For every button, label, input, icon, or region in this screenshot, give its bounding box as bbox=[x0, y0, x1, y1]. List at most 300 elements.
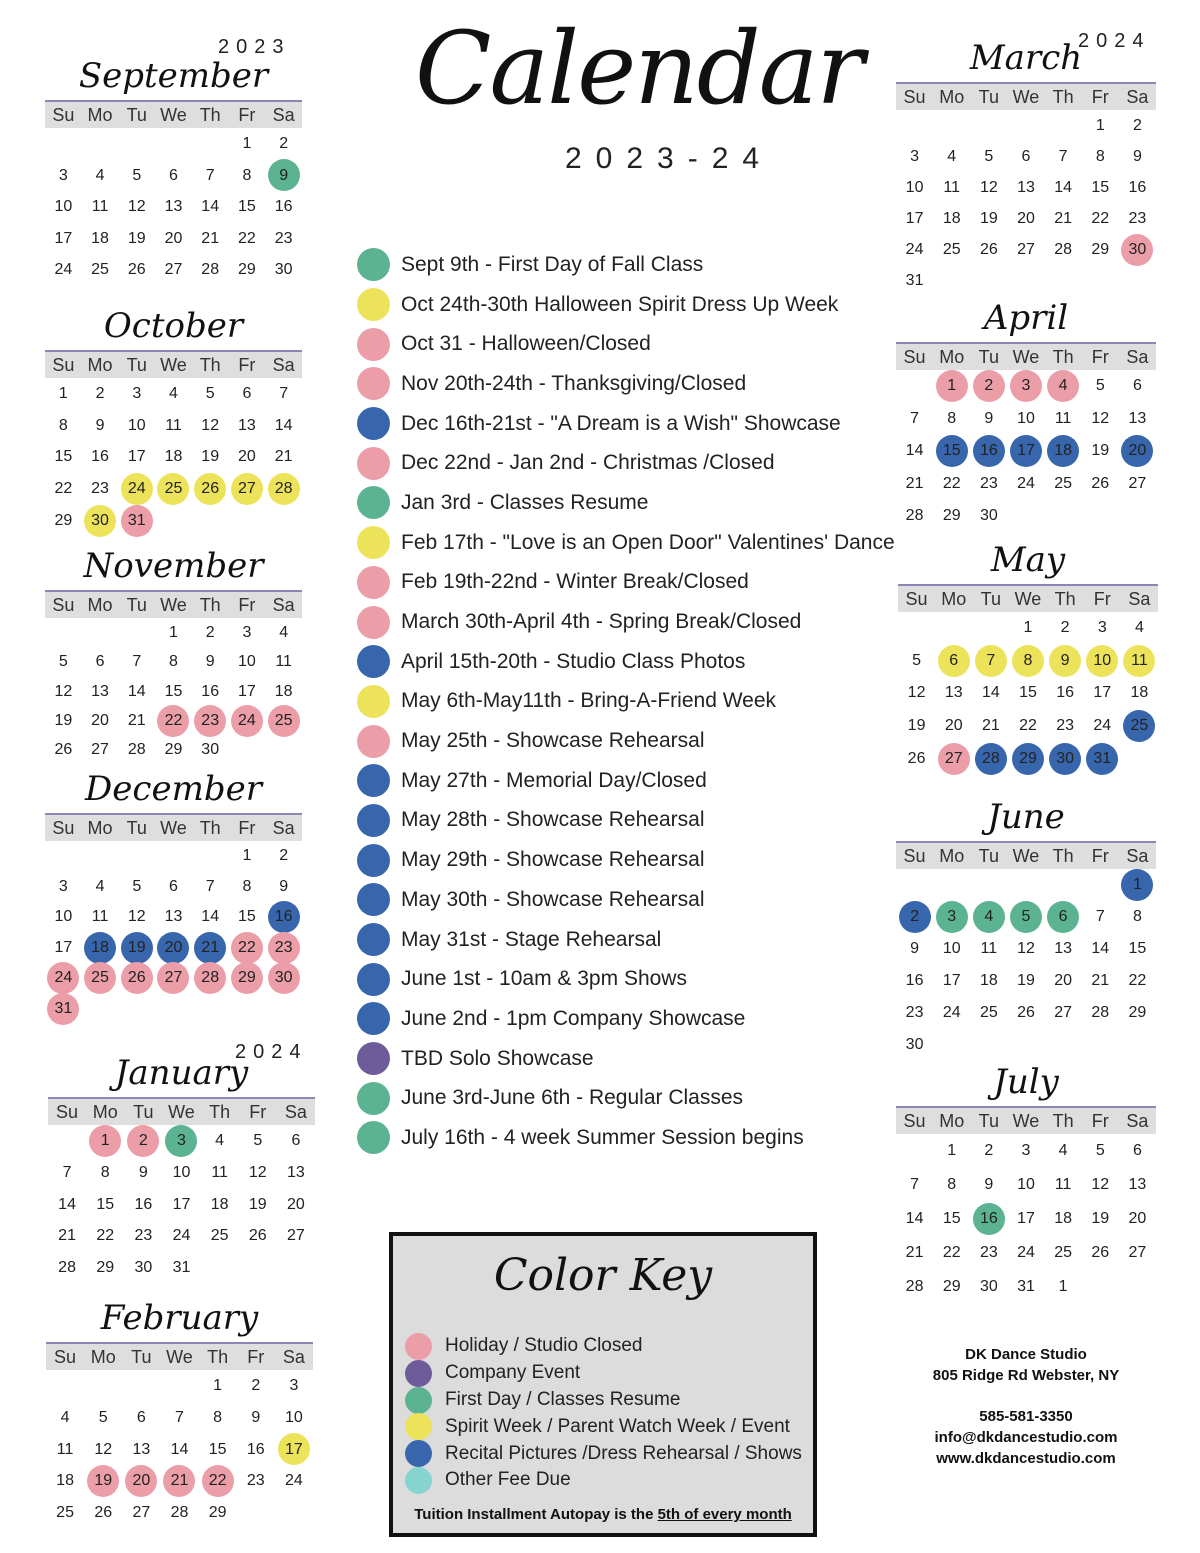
day-number: 9 bbox=[138, 1163, 148, 1181]
weekday-header bbox=[45, 350, 302, 378]
day-number: 21 bbox=[274, 448, 293, 466]
weekday-label: Su bbox=[52, 818, 75, 838]
day-number: 28 bbox=[274, 480, 293, 498]
day-number: 4 bbox=[169, 385, 178, 402]
day-cell bbox=[82, 223, 119, 255]
color-key-list bbox=[405, 1333, 802, 1494]
day-cell bbox=[84, 1497, 122, 1529]
weekday-label: We bbox=[166, 1347, 193, 1367]
day-cell bbox=[1084, 743, 1121, 776]
event-color-dot bbox=[357, 447, 390, 480]
studio-website[interactable]: www.dkdancestudio.com bbox=[936, 1450, 1116, 1467]
day-cell bbox=[1119, 172, 1156, 203]
day-number: 4 bbox=[95, 166, 105, 184]
event-item bbox=[357, 1078, 897, 1118]
day-cell bbox=[118, 735, 155, 764]
event-color-dot bbox=[357, 248, 390, 281]
event-item bbox=[357, 245, 897, 285]
day-number: 17 bbox=[1017, 1210, 1035, 1227]
day-cell bbox=[1045, 965, 1082, 997]
color-key-title: Color Key bbox=[493, 1250, 713, 1301]
day-cell bbox=[1045, 435, 1082, 468]
weekday-label: Su bbox=[903, 846, 926, 866]
day-number: 30 bbox=[274, 969, 293, 986]
day-cell bbox=[229, 160, 266, 192]
day-number: 27 bbox=[1128, 474, 1147, 492]
event-color-dot bbox=[357, 407, 390, 440]
day-cell bbox=[124, 1252, 162, 1284]
day-cell bbox=[898, 645, 935, 678]
weekday-label: Th bbox=[1052, 1111, 1074, 1131]
weekday-label: We bbox=[160, 355, 187, 375]
day-number: 12 bbox=[201, 416, 220, 434]
day-number: 16 bbox=[246, 1440, 265, 1458]
day-cell bbox=[265, 618, 302, 647]
day-cell bbox=[162, 1220, 200, 1252]
day-number: 17 bbox=[905, 210, 924, 227]
day-cell bbox=[229, 378, 266, 410]
day-number: 31 bbox=[172, 1259, 191, 1277]
day-cell bbox=[237, 1370, 275, 1402]
day-number: 24 bbox=[1017, 474, 1035, 492]
day-number: 27 bbox=[132, 1504, 151, 1522]
day-number: 24 bbox=[1093, 717, 1112, 735]
day-cell bbox=[1082, 1134, 1119, 1168]
weekday-label: Mo bbox=[87, 818, 113, 838]
day-cell bbox=[970, 1270, 1007, 1304]
event-item bbox=[357, 364, 897, 404]
day-number: 8 bbox=[100, 1163, 110, 1181]
day-number: 27 bbox=[944, 749, 963, 767]
day-cell bbox=[935, 743, 972, 776]
day-cell bbox=[45, 647, 82, 676]
day-number: 21 bbox=[58, 1227, 76, 1245]
day-number: 8 bbox=[1132, 908, 1142, 925]
event-color-dot bbox=[357, 963, 390, 996]
day-number: 28 bbox=[905, 1278, 924, 1295]
day-cell bbox=[201, 1157, 239, 1189]
month-title: January bbox=[114, 1053, 249, 1093]
day-cell bbox=[155, 473, 192, 505]
day-cell bbox=[192, 902, 229, 933]
day-cell bbox=[118, 872, 155, 903]
day-number: 13 bbox=[1128, 409, 1147, 427]
day-cell bbox=[118, 441, 155, 473]
day-cell bbox=[122, 1497, 160, 1529]
day-number: 1 bbox=[242, 135, 252, 152]
day-number: 5 bbox=[205, 385, 215, 402]
day-cell bbox=[86, 1157, 124, 1189]
year-label-2024-right: 2024 bbox=[1078, 30, 1151, 52]
day-cell bbox=[155, 872, 192, 903]
day-number: 23 bbox=[91, 480, 109, 498]
day-cell bbox=[229, 191, 266, 223]
event-item bbox=[357, 1039, 897, 1079]
month-title: November bbox=[83, 546, 264, 586]
day-cell bbox=[935, 710, 972, 743]
weekday-label: Mo bbox=[90, 1347, 116, 1367]
day-number: 4 bbox=[215, 1132, 225, 1149]
weekday-label: Fr bbox=[1093, 589, 1111, 609]
day-cell bbox=[1121, 645, 1158, 678]
day-number: 26 bbox=[248, 1227, 267, 1245]
day-number: 13 bbox=[91, 682, 109, 700]
day-number: 24 bbox=[172, 1227, 191, 1245]
day-number: 9 bbox=[984, 409, 994, 427]
event-item bbox=[357, 324, 897, 364]
day-number: 22 bbox=[1091, 210, 1110, 227]
weekday-label: Tu bbox=[978, 347, 1000, 367]
day-number: 10 bbox=[942, 940, 961, 957]
day-number: 21 bbox=[905, 1244, 924, 1261]
day-grid bbox=[45, 128, 302, 286]
day-number: 23 bbox=[979, 1244, 998, 1261]
day-cell bbox=[237, 1434, 275, 1466]
day-cell bbox=[933, 141, 970, 172]
weekday-label: We bbox=[1012, 347, 1040, 367]
event-item bbox=[357, 721, 897, 761]
day-cell bbox=[239, 1125, 277, 1157]
day-number: 14 bbox=[201, 908, 220, 925]
day-number: 20 bbox=[164, 229, 183, 247]
day-number: 11 bbox=[91, 198, 109, 215]
day-number: 22 bbox=[1128, 972, 1147, 989]
day-number: 26 bbox=[1017, 1004, 1035, 1021]
day-cell bbox=[124, 1220, 162, 1252]
day-cell bbox=[1082, 1168, 1119, 1202]
day-number: 9 bbox=[910, 940, 920, 957]
day-cell bbox=[1045, 1168, 1082, 1202]
day-number: 18 bbox=[91, 229, 109, 247]
day-cell bbox=[970, 468, 1007, 501]
day-cell bbox=[82, 191, 119, 223]
day-number: 19 bbox=[54, 711, 73, 729]
day-grid bbox=[896, 1134, 1156, 1304]
day-cell bbox=[162, 1252, 200, 1284]
day-number: 16 bbox=[979, 1210, 998, 1227]
day-grid bbox=[896, 370, 1156, 533]
day-cell bbox=[229, 933, 266, 964]
day-cell bbox=[229, 254, 266, 286]
day-number: 4 bbox=[984, 908, 994, 925]
event-color-dot bbox=[357, 764, 390, 797]
day-number: 23 bbox=[905, 1004, 924, 1021]
event-text: June 2nd - 1pm Company Showcase bbox=[401, 1006, 746, 1030]
day-cell bbox=[155, 410, 192, 442]
day-cell bbox=[1082, 203, 1119, 234]
day-cell bbox=[898, 743, 935, 776]
event-text: May 31st - Stage Rehearsal bbox=[401, 927, 662, 951]
day-number: 2 bbox=[279, 847, 289, 864]
day-number: 21 bbox=[1054, 210, 1073, 227]
day-number: 1 bbox=[947, 1142, 957, 1159]
day-number: 28 bbox=[170, 1504, 189, 1522]
day-cell bbox=[155, 735, 192, 764]
day-cell bbox=[229, 706, 266, 735]
day-cell bbox=[1119, 933, 1156, 965]
event-text: Feb 19th-22nd - Winter Break/Closed bbox=[401, 570, 749, 594]
day-number: 18 bbox=[91, 938, 109, 956]
day-number: 26 bbox=[1091, 474, 1110, 492]
day-cell bbox=[970, 435, 1007, 468]
event-text: Dec 16th-21st - "A Dream is a Wish" Showcase bbox=[401, 411, 841, 435]
weekday-label: Mo bbox=[87, 355, 113, 375]
weekday-header bbox=[896, 1106, 1156, 1134]
day-number: 22 bbox=[942, 474, 961, 492]
day-cell bbox=[199, 1465, 237, 1497]
event-item bbox=[357, 1118, 897, 1158]
day-cell bbox=[1047, 677, 1084, 710]
day-cell bbox=[192, 933, 229, 964]
day-cell bbox=[155, 647, 192, 676]
day-number: 9 bbox=[279, 166, 289, 184]
day-cell bbox=[118, 706, 155, 735]
empty-day bbox=[118, 128, 155, 160]
day-cell bbox=[160, 1497, 198, 1529]
color-key-label: Company Event bbox=[445, 1362, 581, 1384]
day-cell bbox=[45, 473, 82, 505]
day-cell bbox=[1007, 933, 1044, 965]
day-cell bbox=[970, 1202, 1007, 1236]
day-cell bbox=[229, 677, 266, 706]
weekday-label: Tu bbox=[126, 355, 147, 375]
day-number: 7 bbox=[205, 877, 215, 895]
color-key-swatch bbox=[405, 1333, 432, 1360]
day-number: 26 bbox=[201, 480, 220, 498]
day-cell bbox=[265, 963, 302, 994]
day-cell bbox=[1007, 370, 1044, 403]
day-cell bbox=[933, 1270, 970, 1304]
weekday-label: Fr bbox=[1091, 846, 1109, 866]
day-number: 15 bbox=[1091, 179, 1110, 196]
day-cell bbox=[118, 677, 155, 706]
day-cell bbox=[124, 1125, 162, 1157]
empty-day bbox=[896, 110, 933, 141]
day-cell bbox=[192, 410, 229, 442]
day-cell bbox=[970, 370, 1007, 403]
weekday-label: Fr bbox=[1091, 347, 1109, 367]
day-cell bbox=[1082, 234, 1119, 265]
day-number: 22 bbox=[96, 1227, 115, 1245]
day-number: 17 bbox=[1017, 442, 1035, 460]
color-key-box bbox=[389, 1232, 817, 1537]
day-number: 16 bbox=[979, 442, 998, 460]
studio-email[interactable]: info@dkdancestudio.com bbox=[934, 1429, 1118, 1446]
event-color-dot bbox=[357, 606, 390, 639]
weekday-label: Mo bbox=[939, 87, 965, 107]
month-january bbox=[48, 1053, 315, 1284]
day-cell bbox=[970, 1168, 1007, 1202]
event-item bbox=[357, 959, 897, 999]
weekday-label: Mo bbox=[941, 589, 967, 609]
studio-phone: 585-581-3350 bbox=[979, 1408, 1073, 1425]
day-number: 21 bbox=[905, 474, 924, 492]
event-text: Jan 3rd - Classes Resume bbox=[401, 490, 649, 514]
day-cell bbox=[118, 505, 155, 537]
day-number: 25 bbox=[1054, 474, 1073, 492]
day-cell bbox=[192, 677, 229, 706]
empty-day bbox=[970, 110, 1007, 141]
day-cell bbox=[155, 963, 192, 994]
day-cell bbox=[192, 378, 229, 410]
day-cell bbox=[82, 441, 119, 473]
day-number: 14 bbox=[170, 1440, 189, 1458]
day-number: 13 bbox=[1128, 1176, 1147, 1193]
event-text: May 27th - Memorial Day/Closed bbox=[401, 768, 707, 792]
day-number: 11 bbox=[165, 416, 182, 434]
day-number: 15 bbox=[942, 1210, 961, 1227]
day-grid bbox=[45, 841, 302, 1024]
day-number: 15 bbox=[238, 908, 256, 925]
month-title: May bbox=[990, 540, 1066, 580]
event-text: June 1st - 10am & 3pm Shows bbox=[401, 967, 687, 991]
day-number: 29 bbox=[1128, 1004, 1147, 1021]
day-number: 29 bbox=[1091, 241, 1110, 258]
day-cell bbox=[82, 254, 119, 286]
day-cell bbox=[265, 473, 302, 505]
day-cell bbox=[896, 172, 933, 203]
day-cell bbox=[1045, 933, 1082, 965]
day-number: 11 bbox=[1054, 1176, 1072, 1193]
weekday-label: Su bbox=[54, 1347, 77, 1367]
event-item bbox=[357, 801, 897, 841]
day-number: 29 bbox=[942, 507, 961, 525]
day-cell bbox=[970, 965, 1007, 997]
day-cell bbox=[896, 1202, 933, 1236]
weekday-label: We bbox=[1012, 1111, 1040, 1131]
day-cell bbox=[1119, 997, 1156, 1029]
day-number: 11 bbox=[1054, 409, 1072, 427]
weekday-label: Tu bbox=[133, 1102, 154, 1122]
day-number: 6 bbox=[1058, 908, 1068, 925]
day-cell bbox=[1009, 612, 1046, 645]
event-color-dot bbox=[357, 1121, 390, 1154]
day-number: 9 bbox=[205, 653, 215, 671]
day-number: 14 bbox=[201, 198, 220, 215]
day-cell bbox=[1045, 1236, 1082, 1270]
day-cell bbox=[265, 223, 302, 255]
color-key-item bbox=[405, 1387, 802, 1414]
day-number: 18 bbox=[56, 1472, 74, 1490]
day-grid bbox=[48, 1125, 315, 1284]
day-grid bbox=[45, 378, 302, 536]
day-number: 20 bbox=[1054, 972, 1073, 989]
empty-day bbox=[1007, 869, 1044, 901]
empty-day bbox=[160, 1370, 198, 1402]
empty-day bbox=[155, 128, 192, 160]
day-number: 16 bbox=[274, 908, 293, 925]
day-number: 19 bbox=[127, 938, 146, 956]
day-number: 4 bbox=[1134, 619, 1144, 636]
empty-day bbox=[48, 1125, 86, 1157]
day-cell bbox=[1082, 468, 1119, 501]
weekday-label: We bbox=[1012, 846, 1040, 866]
day-number: 14 bbox=[274, 416, 293, 434]
day-number: 8 bbox=[947, 1176, 957, 1193]
tuition-note-emphasis: 5th of every month bbox=[657, 1506, 792, 1523]
event-item bbox=[357, 642, 897, 682]
day-number: 16 bbox=[91, 448, 109, 466]
day-number: 6 bbox=[95, 653, 105, 671]
day-cell bbox=[122, 1402, 160, 1434]
weekday-label: We bbox=[160, 105, 187, 125]
studio-address: 805 Ridge Rd Webster, NY bbox=[932, 1367, 1120, 1384]
day-number: 3 bbox=[910, 148, 920, 165]
day-number: 2 bbox=[1060, 619, 1070, 636]
day-cell bbox=[1119, 370, 1156, 403]
day-cell bbox=[933, 965, 970, 997]
empty-day bbox=[896, 370, 933, 403]
day-number: 15 bbox=[54, 448, 73, 466]
day-number: 30 bbox=[1128, 241, 1147, 258]
day-cell bbox=[229, 128, 266, 160]
color-key-swatch bbox=[405, 1360, 432, 1387]
day-number: 22 bbox=[942, 1244, 961, 1261]
weekday-label: Sa bbox=[272, 595, 295, 615]
color-key-item bbox=[405, 1360, 802, 1387]
day-cell bbox=[229, 441, 266, 473]
day-cell bbox=[229, 963, 266, 994]
event-text: TBD Solo Showcase bbox=[401, 1046, 594, 1070]
day-cell bbox=[896, 933, 933, 965]
day-number: 12 bbox=[979, 179, 998, 196]
day-cell bbox=[1007, 435, 1044, 468]
day-number: 21 bbox=[127, 711, 146, 729]
day-grid bbox=[896, 869, 1156, 1061]
day-number: 26 bbox=[54, 741, 73, 759]
day-number: 25 bbox=[164, 480, 183, 498]
weekday-label: We bbox=[1014, 589, 1042, 609]
day-number: 10 bbox=[1017, 409, 1035, 427]
day-number: 17 bbox=[54, 229, 73, 247]
day-cell bbox=[162, 1157, 200, 1189]
day-number: 12 bbox=[94, 1440, 113, 1458]
day-cell bbox=[199, 1370, 237, 1402]
day-number: 13 bbox=[1017, 179, 1035, 196]
day-number: 11 bbox=[56, 1440, 74, 1458]
day-number: 5 bbox=[1095, 377, 1105, 394]
day-cell bbox=[82, 473, 119, 505]
day-cell bbox=[933, 997, 970, 1029]
day-cell bbox=[1119, 869, 1156, 901]
month-title: July bbox=[993, 1062, 1059, 1102]
day-cell bbox=[970, 1134, 1007, 1168]
event-text: March 30th-April 4th - Spring Break/Closed bbox=[401, 610, 802, 634]
day-number: 22 bbox=[238, 938, 256, 956]
day-cell bbox=[1084, 677, 1121, 710]
day-cell bbox=[82, 677, 119, 706]
day-cell bbox=[162, 1189, 200, 1221]
empty-day bbox=[45, 841, 82, 872]
day-number: 7 bbox=[986, 651, 996, 669]
day-number: 19 bbox=[1017, 972, 1035, 989]
day-number: 1 bbox=[1132, 876, 1142, 893]
day-number: 15 bbox=[96, 1195, 115, 1213]
day-cell bbox=[229, 410, 266, 442]
day-number: 30 bbox=[201, 741, 220, 759]
weekday-label: Sa bbox=[284, 1102, 307, 1122]
day-cell bbox=[275, 1370, 313, 1402]
day-number: 25 bbox=[210, 1227, 229, 1245]
day-cell bbox=[933, 234, 970, 265]
day-number: 23 bbox=[246, 1472, 265, 1490]
day-number: 6 bbox=[169, 877, 178, 895]
day-number: 12 bbox=[127, 908, 146, 925]
day-cell bbox=[1084, 710, 1121, 743]
day-cell bbox=[265, 933, 302, 964]
color-key-swatch bbox=[405, 1413, 432, 1440]
event-text: Sept 9th - First Day of Fall Class bbox=[401, 252, 704, 276]
